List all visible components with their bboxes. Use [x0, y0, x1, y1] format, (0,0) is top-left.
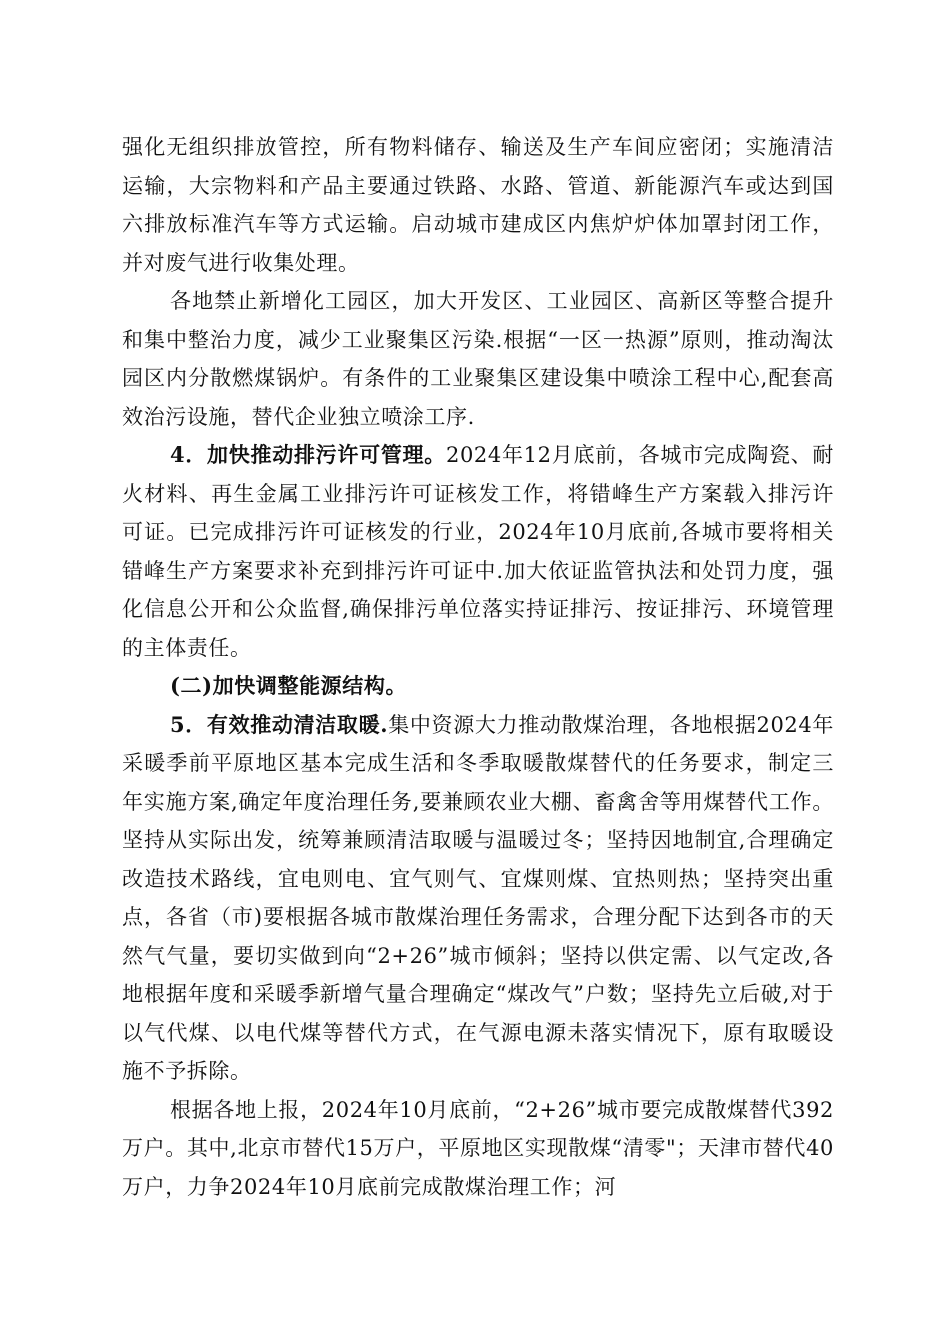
- paragraph-permit-management: [122, 436, 834, 667]
- paragraph-text: 根据各地上报，2024年10月底前，“2+26”城市要完成散煤替代392万户。其中,北京市替代15万户，平原地区实现散煤“清零"；天津市替代40万户，力争2024年10月底前完成散煤治理工作；河: [122, 1097, 834, 1199]
- paragraph-coal-replacement: [122, 1091, 834, 1207]
- section-heading-4: 4．加快推动排污许可管理。: [170, 442, 446, 467]
- paragraph-text: 2024年12月底前，各城市完成陶瓷、耐火材料、再生金属工业排污许可证核发工作，将错峰生产方案载入排污许可证。已完成排污许可证核发的行业，2024年10月底前,各城市要将相关错峰生产方案要求补充到排污许可证中.加大依证监管执法和处罚力度，强化信息公开和公众监督,确保排污单位落实持证排污、按证排污、环境管理的主体责任。: [122, 443, 834, 660]
- paragraph-energy-structure: [122, 667, 834, 706]
- section-heading-5: 5．有效推动清洁取暖.: [170, 711, 389, 737]
- paragraph-industrial-parks: [122, 282, 834, 436]
- paragraph-text: 强化无组织排放管控，所有物料储存、输送及生产车间应密闭；实施清洁运输，大宗物料和产品主要通过铁路、水路、管道、新能源汽车或达到国六排放标准汽车等方式运输。启动城市建成区内焦炉炉体加罩封闭工作，并对废气进行收集处理。: [122, 135, 834, 275]
- paragraph-clean-heating: [122, 706, 834, 1091]
- paragraph-text: 集中资源大力推动散煤治理，各地根据2024年采暖季前平原地区基本完成生活和冬季取暖散煤替代的任务要求，制定三年实施方案,确定年度治理任务,要兼顾农业大棚、畜禽舍等用煤替代工作。坚持从实际出发，统筹兼顾清洁取暖与温暖过冬；坚持因地制宜,合理确定改造技术路线，宜电则电、宜气则气、宜煤则煤、宜热则热；坚持突出重点，各省（市)要根据各城市散煤治理任务需求，合理分配下达到各市的天然气气量，要切实做到向“2+26”城市倾斜；坚持以供定需、以气定改,各地根据年度和采暖季新增气量合理确定“煤改气”户数；坚持先立后破,对于以气代煤、以电代煤等替代方式，在气源电源未落实情况下，原有取暖设施不予拆除。: [122, 712, 834, 1083]
- section-heading-2: (二)加快调整能源结构。: [170, 673, 408, 698]
- paragraph-closed-emissions: [122, 128, 834, 282]
- paragraph-text: 各地禁止新增化工园区，加大开发区、工业园区、高新区等整合提升和集中整治力度，减少工业聚集区污染.根据“一区一热源”原则，推动淘汰园区内分散燃煤锅炉。有条件的工业聚集区建设集中喷涂工程中心,配套高效治污设施，替代企业独立喷涂工序.: [122, 289, 834, 429]
- document-body: [122, 128, 834, 1206]
